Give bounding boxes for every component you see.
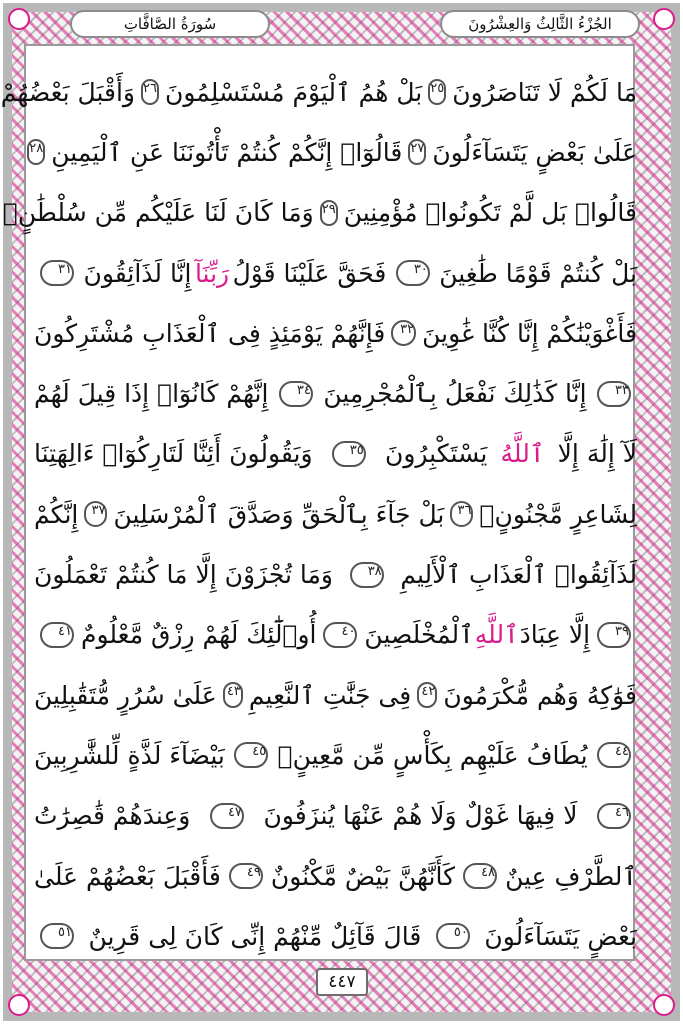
verse-number-marker: ٣٢ (391, 320, 416, 346)
corner-ornament (8, 8, 30, 30)
verse-text: وَأَقْبَلَ بَعْضُهُمْ (0, 77, 135, 107)
verse-text: مَا لَكُمْ لَا تَنَاصَرُونَ (452, 77, 637, 107)
text-line (34, 605, 637, 665)
text-line (34, 544, 637, 604)
text-line (34, 303, 637, 363)
verse-text: عَلَىٰ بَعْضٍ يَتَسَآءَلُونَ (432, 137, 637, 167)
verse-number-marker: ٢٧ (408, 139, 426, 165)
verse-text: كَأَنَّهُنَّ بَيْضٌ مَّكْنُونٌ (270, 861, 455, 891)
verse-number-marker: ٤١ (40, 622, 74, 648)
verse-number-marker: ٤٤ (597, 742, 631, 768)
verse-text: أُو۟لَٰٓئِكَ لَهُمْ رِزْقٌ مَّعْلُومٌ (80, 620, 317, 650)
text-line (34, 424, 637, 484)
page-number (316, 968, 368, 996)
verse-text: إِنَّهُمْ كَانُوٓا۟ إِذَا قِيلَ لَهُمْ (34, 379, 269, 409)
highlighted-word: ٱللَّهُ (500, 439, 545, 469)
verse-text: وَيَقُولُونَ أَئِنَّا لَتَارِكُوٓا۟ ءَالِهَتِنَا (34, 439, 313, 469)
verse-number-marker: ٤٠ (323, 622, 357, 648)
verse-number-marker: ٣٨ (350, 562, 384, 588)
verse-number-marker: ٣١ (40, 260, 74, 286)
verse-text: إِنَّكُمْ (34, 499, 79, 529)
verse-text: بَعْضٍ يَتَسَآءَلُونَ (484, 921, 637, 951)
quran-text-block (0, 62, 637, 966)
verse-number-marker: ٣٦ (450, 501, 473, 527)
verse-text: وَمَا تُجْزَوْنَ إِلَّا مَا كُنتُمْ تَعْمَلُونَ (34, 560, 333, 590)
text-line (34, 786, 637, 846)
highlighted-word: ٱللَّهِ (474, 620, 519, 650)
verse-number-marker: ٢٩ (320, 200, 338, 226)
verse-text: عَلَىٰ سُرُرٍ مُّتَقَٰبِلِينَ (34, 680, 217, 710)
verse-text: فَإِنَّهُمْ يَوْمَئِذٍ فِى ٱلْعَذَابِ مُشْتَرِكُونَ (34, 318, 386, 348)
verse-text: ٱلْمُخْلَصِينَ (364, 620, 474, 650)
corner-ornament (653, 8, 675, 30)
verse-number-marker: ٥١ (40, 923, 74, 949)
verse-number-marker: ٤٦ (597, 803, 631, 829)
text-line (34, 363, 637, 423)
verse-text: بَلْ كُنتُمْ قَوْمًا طَٰغِينَ (439, 258, 637, 288)
page-number-text: ٤٤٧ (328, 972, 356, 992)
verse-text: لِشَاعِرٍ مَّجْنُونٍۭ (479, 499, 637, 529)
verse-text: يُطَافُ عَلَيْهِم بِكَأْسٍ مِّن مَّعِينٍۭ (277, 740, 588, 770)
text-line (34, 846, 637, 906)
verse-number-marker: ٣٣ (597, 381, 631, 407)
verse-number-marker: ٣٥ (332, 441, 366, 467)
text-line (34, 243, 637, 303)
text-line (34, 725, 637, 785)
verse-text: يَسْتَكْبِرُونَ (384, 439, 488, 469)
text-line (2, 183, 637, 243)
surah-name-header (70, 10, 270, 38)
verse-number-marker: ٣٤ (279, 381, 313, 407)
verse-text: قَالُوٓا۟ إِنَّكُمْ كُنتُمْ تَأْتُونَنَا عَنِ ٱلْيَمِينِ (51, 137, 403, 167)
verse-number-marker: ٣٧ (84, 501, 107, 527)
highlighted-word: رَبِّنَآ (194, 258, 230, 288)
verse-text: فَوَٰكِهُ وَهُم مُّكْرَمُونَ (443, 680, 637, 710)
verse-number-marker: ٣٩ (597, 622, 631, 648)
verse-number-marker: ٤٩ (229, 863, 263, 889)
surah-name: سُورَةُ الصَّافَّاتِ (123, 15, 217, 33)
verse-text: بَلْ هُمُ ٱلْيَوْمَ مُسْتَسْلِمُونَ (164, 77, 423, 107)
verse-text: فِى جَنَّٰتِ ٱلنَّعِيمِ (248, 680, 412, 710)
verse-text: فَأَغْوَيْنَٰكُمْ إِنَّا كُنَّا غَٰوِينَ (422, 318, 637, 348)
verse-number-marker: ٢٨ (27, 139, 45, 165)
verse-number-marker: ٣٠ (396, 260, 430, 286)
text-line (34, 484, 637, 544)
verse-number-marker: ٤٧ (210, 803, 244, 829)
verse-text: لَآ إِلَٰهَ إِلَّا (557, 439, 637, 469)
corner-ornament (8, 994, 30, 1016)
text-line (29, 122, 637, 182)
juz-header (440, 10, 640, 38)
verse-text: قَالُوا۟ بَل لَّمْ تَكُونُوا۟ مُؤْمِنِينَ (343, 198, 637, 228)
juz-label: الجُزْءُ الثَّالِثُ وَالعِشْرُونَ (468, 15, 612, 33)
verse-text: بَلْ جَآءَ بِٱلْحَقِّ وَصَدَّقَ ٱلْمُرْسَلِينَ (113, 499, 445, 529)
verse-text: إِنَّا كَذَٰلِكَ نَفْعَلُ بِٱلْمُجْرِمِينَ (323, 379, 587, 409)
verse-number-marker: ٢٦ (141, 79, 159, 105)
verse-text: إِنَّا لَذَآئِقُونَ (83, 258, 192, 288)
verse-text: وَعِندَهُمْ قَٰصِرَٰتُ (34, 801, 191, 831)
verse-number-marker: ٤٨ (463, 863, 497, 889)
verse-number-marker: ٤٣ (223, 682, 243, 708)
verse-number-marker: ٤٢ (417, 682, 437, 708)
corner-ornament (653, 994, 675, 1016)
verse-number-marker: ٢٥ (428, 79, 446, 105)
verse-text: إِلَّا عِبَادَ (519, 620, 591, 650)
verse-text: وَمَا كَانَ لَنَا عَلَيْكُم مِّن سُلْطَٰنٍۭ (2, 198, 314, 228)
verse-number-marker: ٥٠ (436, 923, 470, 949)
text-line (34, 906, 637, 966)
verse-number-marker: ٤٥ (234, 742, 268, 768)
verse-text: قَالَ قَآئِلٌ مِّنْهُمْ إِنِّى كَانَ لِى قَرِينٌ (88, 921, 422, 951)
verse-text: لَذَآئِقُوا۟ ٱلْعَذَابِ ٱلْأَلِيمِ (400, 560, 637, 590)
verse-text: بَيْضَآءَ لَذَّةٍ لِّلشَّٰرِبِينَ (34, 740, 225, 770)
text-line (0, 62, 637, 122)
verse-text: فَأَقْبَلَ بَعْضُهُمْ عَلَىٰ (34, 861, 221, 891)
text-line (34, 665, 637, 725)
verse-text: فَحَقَّ عَلَيْنَا قَوْلُ (232, 258, 387, 288)
verse-text: ٱلطَّرْفِ عِينٌ (505, 861, 637, 891)
verse-text: لَا فِيهَا غَوْلٌ وَلَا هُمْ عَنْهَا يُنزَفُونَ (263, 801, 578, 831)
